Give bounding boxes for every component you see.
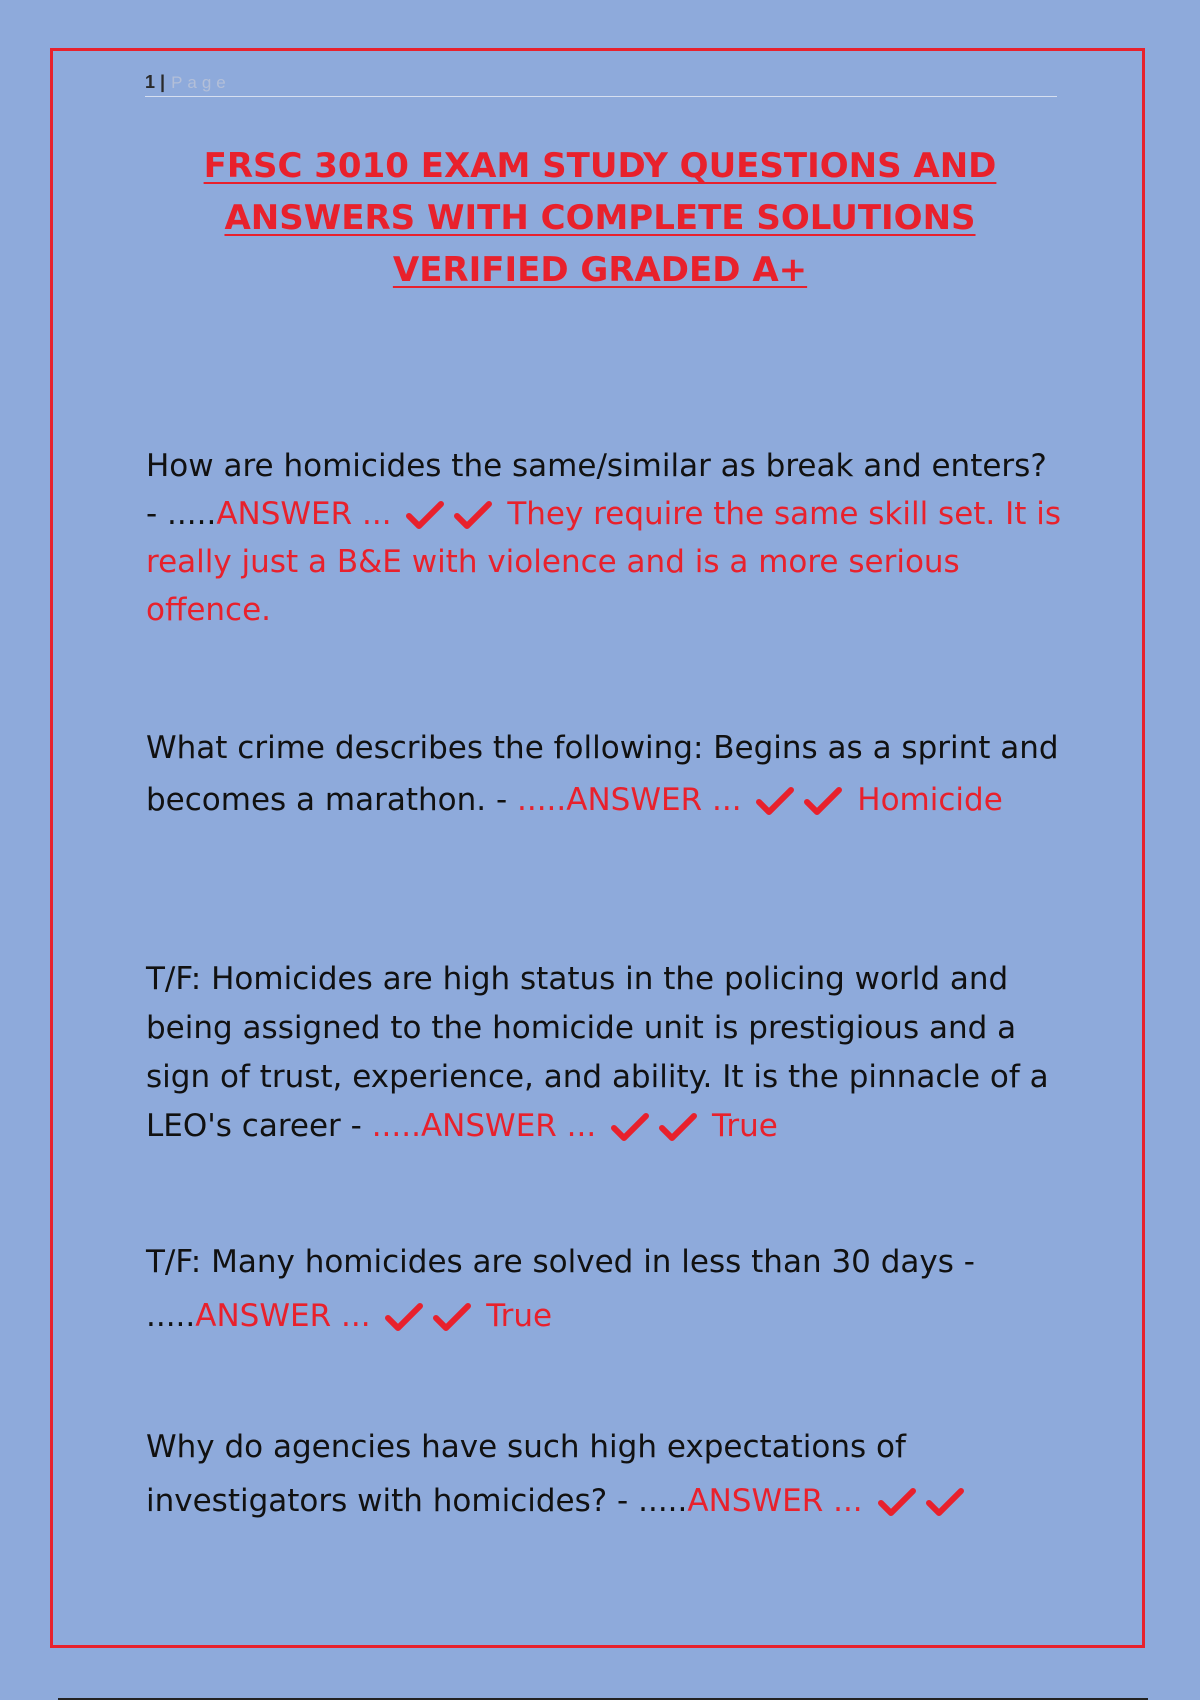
answer-dots: ..... (517, 782, 567, 818)
question-text: Why do agencies have such high expectations of investigators with homicides? - (146, 1429, 906, 1519)
answer-marker: ANSWER ... (420, 1108, 597, 1144)
checkmark-icon (405, 500, 445, 530)
answer-dots: ..... (638, 1483, 688, 1519)
page-number: 1 (145, 72, 157, 92)
document-title (150, 140, 1050, 296)
title-line-2: ANSWERS WITH COMPLETE SOLUTIONS (224, 198, 976, 238)
qa-item-4 (146, 1235, 1066, 1343)
qa-item-1 (146, 442, 1066, 634)
checkmark-icon (432, 1302, 472, 1332)
title-line-3: VERIFIED GRADED A+ (392, 250, 808, 290)
qa-item-2 (146, 722, 1066, 826)
answer-text: True (711, 1108, 778, 1144)
answer-marker: ANSWER ... (687, 1483, 863, 1519)
answer-dots: ..... (146, 1298, 196, 1334)
answer-text: Homicide (857, 782, 1003, 818)
qa-item-5 (146, 1420, 1066, 1528)
answer-text: They require the same skill set. It is really just a B&E with violence and is a more serious offence. (146, 496, 1062, 628)
question-text: T/F: Many homicides are solved in less than 30 days - (146, 1244, 975, 1280)
question-text: What crime describes the following: Begins as a sprint and becomes a marathon. - (146, 730, 1059, 818)
checkmark-icon (877, 1487, 917, 1517)
answer-dots: ..... (371, 1108, 421, 1144)
checkmark-icon (755, 786, 795, 816)
checkmark-icon (610, 1112, 650, 1142)
qa-item-3 (146, 955, 1066, 1151)
checkmark-icon (803, 786, 843, 816)
title-line-1: FRSC 3010 EXAM STUDY QUESTIONS AND (203, 146, 997, 186)
answer-marker: ANSWER ... (195, 1298, 371, 1334)
answer-marker: ANSWER ... (566, 782, 742, 818)
checkmark-icon (384, 1302, 424, 1332)
answer-dots: ..... (167, 496, 217, 532)
answer-text: True (486, 1298, 553, 1334)
checkmark-icon (453, 500, 493, 530)
answer-marker: ANSWER ... (216, 496, 392, 532)
checkmark-icon (658, 1112, 698, 1142)
page-word: Page (171, 73, 231, 92)
question-text: T/F: Homicides are high status in the policing world and being assigned to the homicide unit is prestigious and a sign of trust, experience, and ability. It is the pinnacle of a LEO's career - (146, 961, 1049, 1144)
question-text: How are homicides the same/similar as break and enters? - (146, 448, 1047, 532)
page-separator: | (160, 72, 166, 92)
page-header (145, 70, 1057, 97)
checkmark-icon (925, 1487, 965, 1517)
